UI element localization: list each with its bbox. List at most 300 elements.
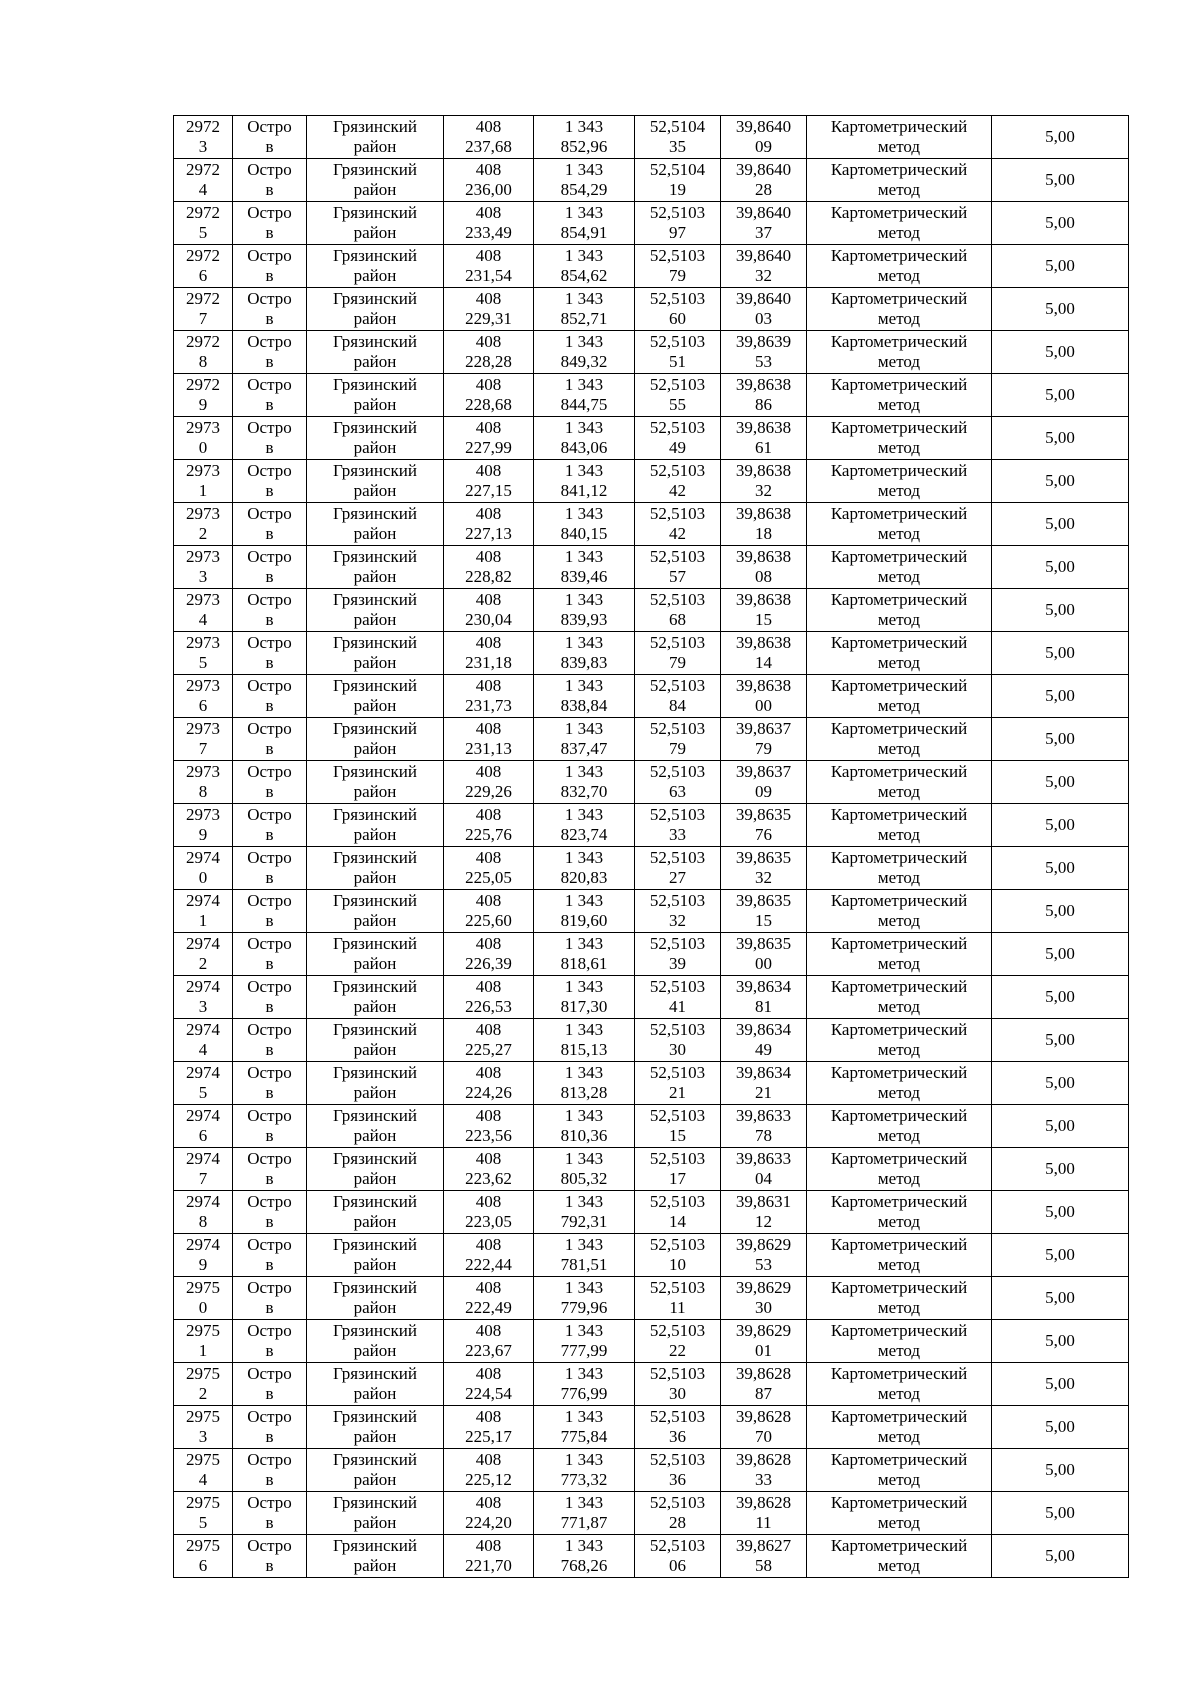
cell-text: 1 343 xyxy=(564,1278,604,1297)
cell-text: 408 xyxy=(475,289,502,308)
object-type-cell xyxy=(233,374,307,417)
y-coordinate-cell xyxy=(534,1019,635,1062)
longitude-cell xyxy=(721,503,807,546)
longitude-cell xyxy=(721,1406,807,1449)
cell-text: в xyxy=(265,825,274,844)
cell-text: Грязинский xyxy=(333,117,417,136)
cell-text: 5,00 xyxy=(1045,1331,1075,1350)
cell-text: 2972 xyxy=(186,289,220,308)
cell-text: 30 xyxy=(669,1040,686,1059)
object-type-cell xyxy=(233,288,307,331)
cell-text: метод xyxy=(877,395,921,414)
cell-text: Картометрический xyxy=(830,1321,968,1340)
y-coordinate-cell xyxy=(534,1105,635,1148)
cell-text: 408 xyxy=(475,1321,502,1340)
method-cell xyxy=(807,331,992,374)
table-row xyxy=(174,1148,1129,1191)
point-number-cell xyxy=(174,460,233,503)
cell-text: в xyxy=(265,137,274,156)
cell-text: 14 xyxy=(755,653,772,672)
cell-text: 52,5104 xyxy=(649,160,706,179)
cell-text: Остро xyxy=(247,762,292,781)
cell-text: 2973 xyxy=(186,762,220,781)
cell-text: метод xyxy=(877,1384,921,1403)
cell-text: 04 xyxy=(755,1169,772,1188)
cell-text: 854,91 xyxy=(560,223,608,242)
cell-text: 777,99 xyxy=(560,1341,608,1360)
district-cell xyxy=(307,417,444,460)
cell-text: 52,5103 xyxy=(649,504,706,523)
cell-text: в xyxy=(265,997,274,1016)
cell-text: 832,70 xyxy=(560,782,608,801)
point-number-cell xyxy=(174,202,233,245)
cell-text: 1 xyxy=(198,481,208,500)
point-number-cell xyxy=(174,761,233,804)
cell-text: 5,00 xyxy=(1045,1546,1075,1565)
cell-text: 5,00 xyxy=(1045,600,1075,619)
latitude-cell xyxy=(635,675,721,718)
accuracy-cell xyxy=(992,503,1129,546)
cell-text: Картометрический xyxy=(830,289,968,308)
cell-text: 5,00 xyxy=(1045,256,1075,275)
longitude-cell xyxy=(721,976,807,1019)
district-cell xyxy=(307,1019,444,1062)
cell-text: 32 xyxy=(755,868,772,887)
longitude-cell xyxy=(721,804,807,847)
cell-text: 19 xyxy=(669,180,686,199)
x-coordinate-cell xyxy=(444,847,534,890)
object-type-cell xyxy=(233,1234,307,1277)
cell-text: 5,00 xyxy=(1045,1503,1075,1522)
cell-text: в xyxy=(265,1470,274,1489)
y-coordinate-cell xyxy=(534,460,635,503)
latitude-cell xyxy=(635,1148,721,1191)
accuracy-cell xyxy=(992,159,1129,202)
cell-text: 39,8638 xyxy=(735,676,792,695)
point-number-cell xyxy=(174,1492,233,1535)
cell-text: 408 xyxy=(475,1106,502,1125)
cell-text: 854,62 xyxy=(560,266,608,285)
cell-text: 230,04 xyxy=(465,610,512,629)
cell-text: 68 xyxy=(669,610,686,629)
cell-text: Грязинский xyxy=(333,633,417,652)
cell-text: Грязинский xyxy=(333,1149,417,1168)
longitude-cell xyxy=(721,1105,807,1148)
cell-text: район xyxy=(353,1212,397,1231)
cell-text: 52,5103 xyxy=(649,289,706,308)
cell-text: 5,00 xyxy=(1045,1245,1075,1264)
cell-text: район xyxy=(353,782,397,801)
cell-text: Картометрический xyxy=(830,1407,968,1426)
cell-text: Грязинский xyxy=(333,848,417,867)
object-type-cell xyxy=(233,1492,307,1535)
method-cell xyxy=(807,1105,992,1148)
cell-text: 2972 xyxy=(186,203,220,222)
cell-text: 76 xyxy=(755,825,772,844)
cell-text: 7 xyxy=(198,739,208,758)
district-cell xyxy=(307,1492,444,1535)
longitude-cell xyxy=(721,589,807,632)
longitude-cell xyxy=(721,632,807,675)
cell-text: 408 xyxy=(475,977,502,996)
cell-text: 52,5103 xyxy=(649,633,706,652)
point-number-cell xyxy=(174,675,233,718)
y-coordinate-cell xyxy=(534,589,635,632)
accuracy-cell xyxy=(992,331,1129,374)
method-cell xyxy=(807,245,992,288)
object-type-cell xyxy=(233,1105,307,1148)
district-cell xyxy=(307,1320,444,1363)
latitude-cell xyxy=(635,1406,721,1449)
cell-text: 52,5103 xyxy=(649,762,706,781)
cell-text: 408 xyxy=(475,375,502,394)
cell-text: метод xyxy=(877,1126,921,1145)
cell-text: 3 xyxy=(198,1427,208,1446)
cell-text: район xyxy=(353,137,397,156)
y-coordinate-cell xyxy=(534,761,635,804)
x-coordinate-cell xyxy=(444,1277,534,1320)
point-number-cell xyxy=(174,804,233,847)
coordinates-table xyxy=(173,115,1129,1578)
cell-text: 2973 xyxy=(186,719,220,738)
cell-text: в xyxy=(265,868,274,887)
cell-text: 28 xyxy=(669,1513,686,1532)
cell-text: 408 xyxy=(475,762,502,781)
x-coordinate-cell xyxy=(444,245,534,288)
method-cell xyxy=(807,718,992,761)
accuracy-cell xyxy=(992,460,1129,503)
district-cell xyxy=(307,1449,444,1492)
cell-text: 2975 xyxy=(186,1321,220,1340)
cell-text: 39,8629 xyxy=(735,1321,792,1340)
cell-text: 2 xyxy=(198,1384,208,1403)
cell-text: Картометрический xyxy=(830,547,968,566)
accuracy-cell xyxy=(992,417,1129,460)
cell-text: 84 xyxy=(669,696,686,715)
cell-text: район xyxy=(353,180,397,199)
longitude-cell xyxy=(721,1019,807,1062)
cell-text: район xyxy=(353,1083,397,1102)
y-coordinate-cell xyxy=(534,1492,635,1535)
cell-text: Грязинский xyxy=(333,1106,417,1125)
cell-text: Картометрический xyxy=(830,1149,968,1168)
cell-text: 408 xyxy=(475,117,502,136)
cell-text: метод xyxy=(877,223,921,242)
longitude-cell xyxy=(721,374,807,417)
object-type-cell xyxy=(233,589,307,632)
cell-text: 1 343 xyxy=(564,1235,604,1254)
x-coordinate-cell xyxy=(444,675,534,718)
cell-text: в xyxy=(265,696,274,715)
x-coordinate-cell xyxy=(444,589,534,632)
cell-text: 792,31 xyxy=(560,1212,608,1231)
table-row xyxy=(174,1535,1129,1578)
cell-text: Остро xyxy=(247,289,292,308)
table-row xyxy=(174,159,1129,202)
table-row xyxy=(174,933,1129,976)
cell-text: 2972 xyxy=(186,332,220,351)
cell-text: 2974 xyxy=(186,1020,220,1039)
cell-text: 39,8634 xyxy=(735,1020,792,1039)
cell-text: 225,27 xyxy=(465,1040,512,1059)
cell-text: 52,5103 xyxy=(649,547,706,566)
y-coordinate-cell xyxy=(534,1406,635,1449)
table-row xyxy=(174,589,1129,632)
cell-text: 2974 xyxy=(186,1192,220,1211)
cell-text: 39,8633 xyxy=(735,1106,792,1125)
cell-text: Остро xyxy=(247,719,292,738)
cell-text: 52,5103 xyxy=(649,1536,706,1555)
cell-text: 52,5103 xyxy=(649,676,706,695)
point-number-cell xyxy=(174,245,233,288)
accuracy-cell xyxy=(992,288,1129,331)
point-number-cell xyxy=(174,976,233,1019)
cell-text: 39,8635 xyxy=(735,891,792,910)
accuracy-cell xyxy=(992,116,1129,159)
latitude-cell xyxy=(635,589,721,632)
district-cell xyxy=(307,288,444,331)
cell-text: в xyxy=(265,1169,274,1188)
cell-text: 39,8638 xyxy=(735,547,792,566)
x-coordinate-cell xyxy=(444,1406,534,1449)
method-cell xyxy=(807,159,992,202)
cell-text: 32 xyxy=(755,266,772,285)
object-type-cell xyxy=(233,1277,307,1320)
point-number-cell xyxy=(174,1449,233,1492)
cell-text: 4 xyxy=(198,610,208,629)
accuracy-cell xyxy=(992,847,1129,890)
cell-text: Остро xyxy=(247,203,292,222)
district-cell xyxy=(307,503,444,546)
cell-text: 224,54 xyxy=(465,1384,512,1403)
table-row xyxy=(174,546,1129,589)
cell-text: 231,54 xyxy=(465,266,512,285)
cell-text: 408 xyxy=(475,547,502,566)
x-coordinate-cell xyxy=(444,890,534,933)
cell-text: 39,8628 xyxy=(735,1450,792,1469)
longitude-cell xyxy=(721,331,807,374)
cell-text: Грязинский xyxy=(333,418,417,437)
cell-text: 408 xyxy=(475,676,502,695)
accuracy-cell xyxy=(992,546,1129,589)
cell-text: метод xyxy=(877,1556,921,1575)
cell-text: 39,8638 xyxy=(735,633,792,652)
accuracy-cell xyxy=(992,1363,1129,1406)
cell-text: 1 343 xyxy=(564,117,604,136)
cell-text: 223,05 xyxy=(465,1212,512,1231)
table-row xyxy=(174,1191,1129,1234)
cell-text: 408 xyxy=(475,461,502,480)
cell-text: 5,00 xyxy=(1045,1460,1075,1479)
table-row xyxy=(174,1062,1129,1105)
cell-text: район xyxy=(353,266,397,285)
district-cell xyxy=(307,1277,444,1320)
cell-text: 18 xyxy=(755,524,772,543)
cell-text: 5,00 xyxy=(1045,342,1075,361)
cell-text: 52,5103 xyxy=(649,461,706,480)
table-row xyxy=(174,976,1129,1019)
cell-text: 4 xyxy=(198,180,208,199)
x-coordinate-cell xyxy=(444,1062,534,1105)
cell-text: 39,8640 xyxy=(735,246,792,265)
cell-text: 228,68 xyxy=(465,395,512,414)
table-row xyxy=(174,331,1129,374)
cell-text: 223,62 xyxy=(465,1169,512,1188)
cell-text: метод xyxy=(877,524,921,543)
cell-text: метод xyxy=(877,825,921,844)
cell-text: 1 343 xyxy=(564,375,604,394)
cell-text: 52,5103 xyxy=(649,375,706,394)
y-coordinate-cell xyxy=(534,1277,635,1320)
y-coordinate-cell xyxy=(534,976,635,1019)
cell-text: 57 xyxy=(669,567,686,586)
cell-text: 52,5103 xyxy=(649,418,706,437)
cell-text: метод xyxy=(877,1470,921,1489)
method-cell xyxy=(807,116,992,159)
object-type-cell xyxy=(233,1019,307,1062)
cell-text: 52,5103 xyxy=(649,1063,706,1082)
cell-text: в xyxy=(265,1384,274,1403)
cell-text: 1 343 xyxy=(564,246,604,265)
object-type-cell xyxy=(233,890,307,933)
cell-text: 408 xyxy=(475,504,502,523)
method-cell xyxy=(807,1449,992,1492)
cell-text: Грязинский xyxy=(333,1407,417,1426)
cell-text: район xyxy=(353,352,397,371)
cell-text: метод xyxy=(877,567,921,586)
cell-text: район xyxy=(353,1040,397,1059)
cell-text: 49 xyxy=(669,438,686,457)
accuracy-cell xyxy=(992,1191,1129,1234)
cell-text: Грязинский xyxy=(333,332,417,351)
latitude-cell xyxy=(635,503,721,546)
y-coordinate-cell xyxy=(534,675,635,718)
cell-text: Остро xyxy=(247,117,292,136)
cell-text: 1 343 xyxy=(564,547,604,566)
cell-text: 52,5103 xyxy=(649,805,706,824)
cell-text: 17 xyxy=(669,1169,686,1188)
cell-text: 1 343 xyxy=(564,719,604,738)
cell-text: 2974 xyxy=(186,848,220,867)
cell-text: Картометрический xyxy=(830,1536,968,1555)
cell-text: 5,00 xyxy=(1045,127,1075,146)
latitude-cell xyxy=(635,245,721,288)
cell-text: 28 xyxy=(755,180,772,199)
cell-text: 2973 xyxy=(186,590,220,609)
accuracy-cell xyxy=(992,1148,1129,1191)
cell-text: 79 xyxy=(755,739,772,758)
longitude-cell xyxy=(721,159,807,202)
cell-text: 15 xyxy=(669,1126,686,1145)
cell-text: 52,5103 xyxy=(649,1407,706,1426)
cell-text: 36 xyxy=(669,1427,686,1446)
object-type-cell xyxy=(233,675,307,718)
cell-text: в xyxy=(265,1255,274,1274)
table-row xyxy=(174,804,1129,847)
cell-text: 5,00 xyxy=(1045,901,1075,920)
y-coordinate-cell xyxy=(534,632,635,675)
cell-text: Грязинский xyxy=(333,375,417,394)
method-cell xyxy=(807,933,992,976)
latitude-cell xyxy=(635,331,721,374)
cell-text: 408 xyxy=(475,805,502,824)
point-number-cell xyxy=(174,847,233,890)
latitude-cell xyxy=(635,761,721,804)
y-coordinate-cell xyxy=(534,1535,635,1578)
table-row xyxy=(174,1320,1129,1363)
cell-text: метод xyxy=(877,481,921,500)
cell-text: район xyxy=(353,1556,397,1575)
cell-text: 2974 xyxy=(186,934,220,953)
cell-text: 52,5103 xyxy=(649,848,706,867)
cell-text: 42 xyxy=(669,481,686,500)
cell-text: в xyxy=(265,954,274,973)
cell-text: 229,31 xyxy=(465,309,512,328)
cell-text: 2975 xyxy=(186,1450,220,1469)
cell-text: 2972 xyxy=(186,246,220,265)
cell-text: метод xyxy=(877,997,921,1016)
cell-text: 5,00 xyxy=(1045,1116,1075,1135)
cell-text: в xyxy=(265,223,274,242)
district-cell xyxy=(307,1062,444,1105)
accuracy-cell xyxy=(992,1062,1129,1105)
cell-text: метод xyxy=(877,954,921,973)
cell-text: 2 xyxy=(198,954,208,973)
latitude-cell xyxy=(635,1535,721,1578)
cell-text: 222,44 xyxy=(465,1255,512,1274)
cell-text: 2972 xyxy=(186,117,220,136)
object-type-cell xyxy=(233,1535,307,1578)
cell-text: 52,5103 xyxy=(649,934,706,953)
y-coordinate-cell xyxy=(534,331,635,374)
table-body xyxy=(174,116,1129,1578)
longitude-cell xyxy=(721,1492,807,1535)
method-cell xyxy=(807,1277,992,1320)
cell-text: 838,84 xyxy=(560,696,608,715)
point-number-cell xyxy=(174,159,233,202)
y-coordinate-cell xyxy=(534,933,635,976)
accuracy-cell xyxy=(992,1449,1129,1492)
cell-text: 1 343 xyxy=(564,590,604,609)
method-cell xyxy=(807,374,992,417)
cell-text: район xyxy=(353,997,397,1016)
cell-text: 408 xyxy=(475,934,502,953)
cell-text: 39,8639 xyxy=(735,332,792,351)
cell-text: 5,00 xyxy=(1045,213,1075,232)
cell-text: 6 xyxy=(198,266,208,285)
x-coordinate-cell xyxy=(444,804,534,847)
cell-text: 39,8629 xyxy=(735,1235,792,1254)
cell-text: 2973 xyxy=(186,504,220,523)
object-type-cell xyxy=(233,933,307,976)
cell-text: Остро xyxy=(247,934,292,953)
cell-text: Грязинский xyxy=(333,160,417,179)
district-cell xyxy=(307,460,444,503)
cell-text: 408 xyxy=(475,1450,502,1469)
district-cell xyxy=(307,632,444,675)
cell-text: метод xyxy=(877,352,921,371)
cell-text: район xyxy=(353,696,397,715)
latitude-cell xyxy=(635,804,721,847)
cell-text: 39,8634 xyxy=(735,977,792,996)
cell-text: Картометрический xyxy=(830,1192,968,1211)
cell-text: район xyxy=(353,223,397,242)
method-cell xyxy=(807,1234,992,1277)
district-cell xyxy=(307,1148,444,1191)
cell-text: метод xyxy=(877,266,921,285)
cell-text: 39,8635 xyxy=(735,805,792,824)
table-row xyxy=(174,675,1129,718)
